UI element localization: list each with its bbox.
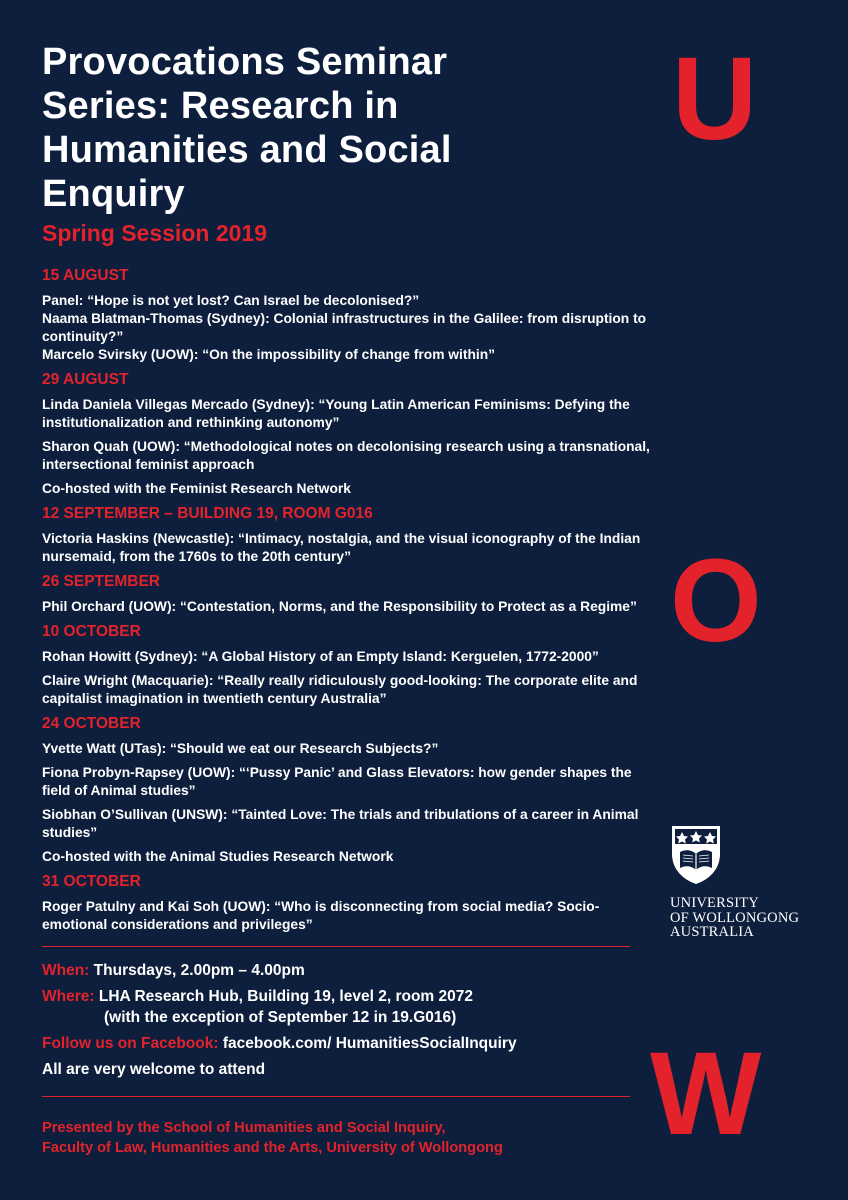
- session-entry: Yvette Watt (UTas): “Should we eat our Research Subjects?”: [42, 741, 439, 756]
- university-wordmark: [670, 896, 840, 940]
- facebook-link[interactable]: facebook.com/ HumanitiesSocialInquiry: [222, 1035, 517, 1052]
- presented-by: [42, 1118, 662, 1158]
- presented-line: Presented by the School of Humanities and Social Inquiry,: [42, 1120, 446, 1136]
- session-entry: Victoria Haskins (Newcastle): “Intimacy, nostalgia, and the visual iconography of the Indian nursemaid, from the 1760s to the 20th century”: [42, 531, 641, 564]
- session-date: 29 AUGUST: [42, 371, 129, 388]
- logo-letter-o: O: [670, 535, 762, 667]
- session-entry: Fiona Probyn-Rapsey (UOW): “‘Pussy Panic’ and Glass Elevators: how gender shapes the field of Animal studies”: [42, 765, 632, 798]
- where-label: Where:: [42, 988, 95, 1005]
- page-title: Provocations Seminar Series: Research in Humanities and Social Enquiry: [42, 41, 452, 215]
- divider: [42, 1096, 630, 1097]
- session-entry: Marcelo Svirsky (UOW): “On the impossibility of change from within”: [42, 347, 496, 362]
- when-label: When:: [42, 962, 90, 979]
- session-subtitle: Spring Session 2019: [42, 220, 267, 246]
- session-entry: Phil Orchard (UOW): “Contestation, Norms, and the Responsibility to Protect as a Regime”: [42, 599, 637, 614]
- session-cohost-note: Co-hosted with the Animal Studies Research Network: [42, 849, 394, 864]
- session-31-october: [42, 872, 662, 934]
- logo-letter-u: U: [672, 33, 758, 165]
- session-entry: Naama Blatman-Thomas (Sydney): Colonial infrastructures in the Galilee: from disruption to continuity?”: [42, 311, 647, 344]
- session-entry: Panel: “Hope is not yet lost? Can Israel be decolonised?”: [42, 293, 420, 308]
- session-date: 24 OCTOBER: [42, 715, 141, 732]
- session-15-august: [42, 266, 662, 364]
- when-row: [42, 960, 642, 981]
- uni-name-line: UNIVERSITY: [670, 895, 759, 911]
- facebook-label: Follow us on Facebook:: [42, 1035, 219, 1052]
- session-26-september: [42, 572, 662, 616]
- session-date: 10 OCTOBER: [42, 623, 141, 640]
- session-entry: Linda Daniela Villegas Mercado (Sydney): “Young Latin American Feminisms: Defying the institutionalization and rethinking autonomy”: [42, 397, 630, 430]
- event-info: [42, 960, 642, 1085]
- welcome-text: All are very welcome to attend: [42, 1061, 266, 1078]
- facebook-row: [42, 1033, 642, 1054]
- session-entry: Sharon Quah (UOW): “Methodological notes on decolonising research using a transnational, intersectional feminist approach: [42, 439, 650, 472]
- session-10-october: [42, 622, 662, 708]
- session-date: 26 SEPTEMBER: [42, 573, 161, 590]
- session-entry: Claire Wright (Macquarie): “Really really ridiculously good-looking: The corporate elite and capitalist imagination in twentieth century Australia”: [42, 673, 638, 706]
- presented-line: Faculty of Law, Humanities and the Arts, University of Wollongong: [42, 1140, 503, 1156]
- session-date: 12 SEPTEMBER – BUILDING 19, ROOM G016: [42, 505, 373, 522]
- session-cohost-note: Co-hosted with the Feminist Research Network: [42, 481, 351, 496]
- where-value: LHA Research Hub, Building 19, level 2, room 2072: [98, 988, 473, 1005]
- divider: [42, 946, 630, 947]
- session-entry: Siobhan O’Sullivan (UNSW): “Tainted Love: The trials and tribulations of a career in Animal studies”: [42, 807, 639, 840]
- session-29-august: [42, 370, 662, 498]
- session-date: 31 OCTOBER: [42, 873, 141, 890]
- where-row: [42, 986, 642, 1028]
- session-entry: Rohan Howitt (Sydney): “A Global History of an Empty Island: Kerguelen, 1772-2000”: [42, 649, 599, 664]
- session-entry: Roger Patulny and Kai Soh (UOW): “Who is disconnecting from social media? Socio-emotional considerations and privileges”: [42, 899, 600, 932]
- when-value: Thursdays, 2.00pm – 4.00pm: [93, 962, 305, 979]
- logo-letter-w: W: [650, 1028, 762, 1160]
- where-note: (with the exception of September 12 in 19.G016): [104, 1009, 457, 1026]
- uni-name-line: AUSTRALIA: [670, 924, 754, 940]
- session-24-october: [42, 714, 662, 866]
- session-12-september: [42, 504, 662, 566]
- session-date: 15 AUGUST: [42, 267, 129, 284]
- seminar-program: [42, 266, 662, 940]
- uni-name-line: OF WOLLONGONG: [670, 909, 800, 926]
- university-crest-icon: [670, 824, 722, 886]
